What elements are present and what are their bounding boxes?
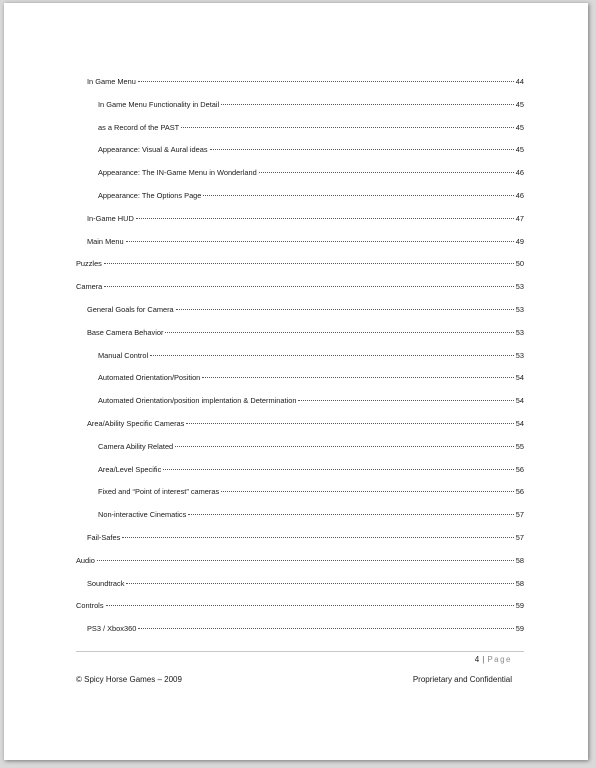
- toc-dot-leader: [210, 148, 514, 150]
- toc-entry-title: Main Menu: [87, 236, 124, 246]
- toc-entry[interactable]: [76, 235, 524, 249]
- page-number: [475, 655, 512, 664]
- toc-entry-page: 53: [515, 350, 524, 360]
- toc-dot-leader: [97, 559, 514, 561]
- toc-entry-title: Automated Orientation/Position: [98, 373, 201, 383]
- toc-dot-leader: [126, 240, 514, 242]
- toc-entry[interactable]: [76, 349, 524, 363]
- toc-dot-leader: [203, 194, 513, 196]
- toc-entry-page: 54: [515, 419, 524, 428]
- toc-entry-page: 57: [515, 533, 524, 542]
- footer-confidential: Proprietary and Confidential: [412, 675, 512, 684]
- toc-entry-page: 53: [515, 305, 524, 314]
- toc-entry[interactable]: [76, 303, 524, 317]
- page-number-separator: |: [482, 655, 485, 664]
- toc-entry[interactable]: [76, 280, 524, 294]
- toc-entry-title: Automated Orientation/position implentation & Determination: [98, 396, 297, 406]
- toc-entry-page: 54: [515, 373, 524, 383]
- toc-entry-title: General Goals for Camera: [87, 305, 174, 314]
- toc-dot-leader: [122, 536, 513, 538]
- toc-dot-leader: [186, 422, 513, 424]
- toc-dot-leader: [106, 604, 514, 606]
- toc-dot-leader: [138, 80, 514, 82]
- footer-divider: [76, 651, 524, 652]
- toc-entry-title: In-Game HUD: [87, 213, 134, 223]
- toc-entry-title: In Game Menu: [87, 77, 136, 86]
- toc-entry[interactable]: [76, 599, 524, 613]
- toc-entry-title: Appearance: The IN-Game Menu in Wonderland: [98, 168, 257, 178]
- toc-entry[interactable]: [76, 166, 524, 180]
- toc-entry[interactable]: [76, 212, 524, 226]
- toc-entry-title: Base Camera Behavior: [87, 327, 164, 337]
- toc-entry-title: Appearance: Visual & Aural ideas: [98, 145, 208, 155]
- toc-entry-page: 45: [515, 122, 524, 132]
- footer-copyright: © Spicy Horse Games – 2009: [76, 675, 182, 684]
- toc-entry[interactable]: [76, 143, 524, 157]
- toc-entry-title: as a Record of the PAST: [98, 122, 180, 132]
- toc-entry-page: 59: [515, 601, 524, 611]
- toc-dot-leader: [163, 468, 514, 470]
- toc-entry-title: Area/Ability Specific Cameras: [87, 419, 185, 428]
- toc-entry-page: 49: [515, 236, 524, 246]
- toc-entry-title: Camera: [76, 282, 103, 292]
- toc-entry-title: Camera Ability Related: [98, 441, 174, 451]
- toc-entry-title: Manual Control: [98, 350, 149, 360]
- toc-dot-leader: [181, 126, 514, 128]
- toc-entry-title: Controls: [76, 601, 104, 611]
- toc-dot-leader: [298, 399, 513, 401]
- toc-dot-leader: [221, 490, 514, 492]
- toc-entry[interactable]: [76, 508, 524, 522]
- toc-entry-page: 54: [515, 396, 524, 406]
- toc-entry[interactable]: [76, 622, 524, 636]
- toc-dot-leader: [175, 445, 514, 447]
- toc-entry[interactable]: [76, 326, 524, 340]
- toc-entry-title: Fail-Safes: [87, 533, 121, 542]
- toc-dot-leader: [104, 262, 514, 264]
- toc-entry[interactable]: [76, 554, 524, 568]
- toc-entry[interactable]: [76, 463, 524, 477]
- toc-entry-page: 47: [515, 213, 524, 223]
- document-page: [4, 3, 588, 760]
- toc-entry-title: Non-interactive Cinematics: [98, 510, 187, 520]
- toc-entry-page: 53: [515, 282, 524, 292]
- toc-entry-page: 45: [515, 99, 524, 109]
- toc-entry[interactable]: [76, 531, 524, 545]
- toc-entry-title: PS3 / Xbox360: [87, 624, 137, 634]
- toc-entry-title: Fixed and “Point of interest” cameras: [98, 487, 220, 497]
- toc-entry[interactable]: [76, 417, 524, 431]
- toc-dot-leader: [165, 331, 513, 333]
- toc-entry-title: In Game Menu Functionality in Detail: [98, 99, 220, 109]
- toc-dot-leader: [150, 354, 514, 356]
- toc-dot-leader: [138, 627, 513, 629]
- toc-entry[interactable]: [76, 485, 524, 499]
- toc-dot-leader: [259, 171, 514, 173]
- toc-entry-title: Soundtrack: [87, 578, 125, 588]
- toc-entry[interactable]: [76, 121, 524, 135]
- toc-entry-page: 46: [515, 168, 524, 178]
- toc-entry-page: 56: [515, 487, 524, 497]
- toc-dot-leader: [136, 217, 514, 219]
- toc-entry-page: 58: [515, 555, 524, 565]
- toc-dot-leader: [104, 285, 513, 287]
- toc-entry-page: 59: [515, 624, 524, 634]
- toc-entry[interactable]: [76, 257, 524, 271]
- toc-entry-title: Appearance: The Options Page: [98, 191, 202, 200]
- toc-entry-page: 50: [515, 259, 524, 269]
- toc-entry-page: 53: [515, 327, 524, 337]
- toc-entry-page: 46: [515, 191, 524, 200]
- toc-entry[interactable]: [76, 189, 524, 203]
- toc-entry[interactable]: [76, 75, 524, 89]
- toc-dot-leader: [126, 582, 513, 584]
- toc-dot-leader: [176, 308, 514, 310]
- toc-entry-title: Audio: [76, 555, 95, 565]
- page-number-value: 4: [474, 655, 480, 664]
- toc-entry-page: 55: [515, 441, 524, 451]
- toc-entry[interactable]: [76, 440, 524, 454]
- toc-entry-page: 58: [515, 578, 524, 588]
- toc-entry-title: Puzzles: [76, 259, 102, 269]
- toc-entry[interactable]: [76, 98, 524, 112]
- toc-entry-page: 56: [515, 464, 524, 474]
- toc-entry[interactable]: [76, 394, 524, 408]
- toc-entry[interactable]: [76, 577, 524, 591]
- toc-entry[interactable]: [76, 371, 524, 385]
- toc-dot-leader: [221, 103, 514, 105]
- toc-entry-page: 44: [515, 77, 524, 86]
- toc-entry-title: Area/Level Specific: [98, 464, 162, 474]
- toc-dot-leader: [202, 376, 513, 378]
- page-word: Page: [487, 655, 512, 664]
- toc-dot-leader: [188, 513, 513, 515]
- toc-entry-page: 45: [515, 145, 524, 155]
- toc-entry-page: 57: [515, 510, 524, 520]
